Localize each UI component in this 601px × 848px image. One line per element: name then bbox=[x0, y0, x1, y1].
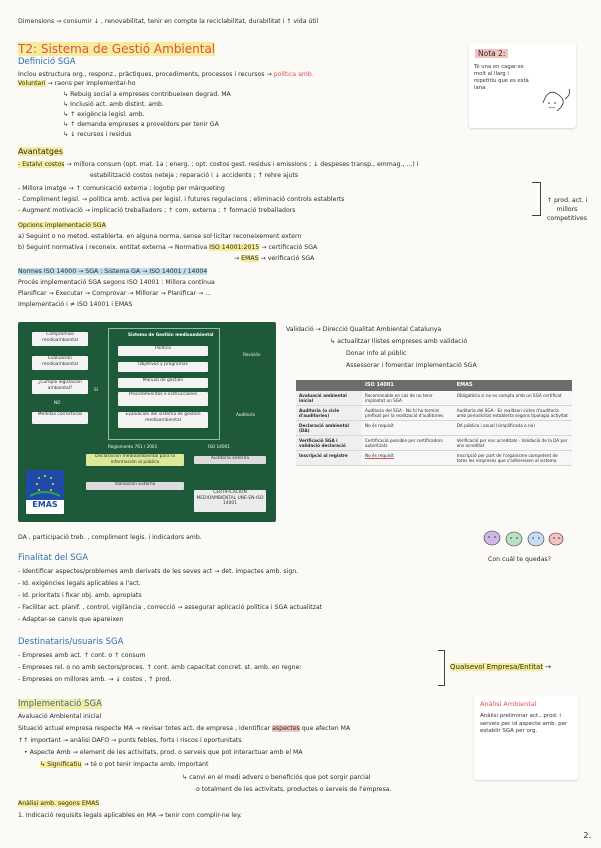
table-cell: No és requisit bbox=[362, 451, 454, 466]
significatiu-label: ↳ Significatiu bbox=[40, 761, 82, 768]
table-cell: Declaració ambiental (DA) bbox=[296, 421, 362, 436]
diagram-objetivos: Objetivos y programas bbox=[118, 362, 208, 372]
definicio-item: ↳ Rebuig social a empreses contribueixen degrad. MA bbox=[63, 91, 231, 98]
bracket bbox=[532, 182, 541, 216]
diagram-sgm-title: Sistema de Gestión medioambiental bbox=[128, 332, 214, 337]
implementacio-line-1 bbox=[18, 725, 350, 733]
doodle-icon bbox=[535, 73, 575, 123]
implementacio-line-6: o totalment de les activitats, productes o serveis de l'empresa. bbox=[196, 786, 392, 793]
definicio-item: ↳ Inclusió act. amb distint. amb. bbox=[63, 101, 164, 108]
table-row bbox=[296, 436, 572, 451]
table-cell: DA pública i anual (simplificada o no) bbox=[454, 421, 572, 436]
normes-line-4: Implementació i ≠ ISO 14001 i EMAS bbox=[18, 301, 133, 308]
estalvi-label: - Estalvi costos bbox=[18, 161, 65, 168]
finalitat-item: - Adaptar-se canvis que apareixen bbox=[18, 616, 124, 623]
normes-label: Normes bbox=[18, 268, 42, 275]
impl-text: Situació actual empresa respecte MA → revisar totes act. de empresa , identificar bbox=[18, 725, 271, 732]
table-row bbox=[296, 406, 572, 421]
doodle-characters-icon bbox=[480, 524, 570, 550]
definicio-item: ↳ ↓ recursos i residus bbox=[63, 131, 132, 138]
avantatges-title-text: Avantatges bbox=[18, 147, 64, 156]
implementacio-title bbox=[18, 699, 102, 709]
table-cell: Verificació SGA i validació declaració bbox=[296, 436, 362, 451]
destinataris-item: - Empreses on millores amb. → ↓ costos , ↑ prod. bbox=[18, 676, 172, 683]
diagram-auditoria: Auditoría bbox=[236, 412, 255, 417]
avantatges-line-1c: estabilització costos neteja ; reparació i ↓ accidents ; ↑ rehre ajuts bbox=[90, 172, 299, 179]
estalvi-text: → millora consum (opt. mat. 1a ; energ. ; opt. costos gest. residus i emissions ; ↓ despeses transp., emmag., ...) i bbox=[64, 161, 419, 168]
table-row bbox=[296, 391, 572, 406]
table-cell: Auditoria del SGA · No hi ha termini prefixat per la realització d'auditories bbox=[362, 406, 454, 421]
table-cell: Certificació possible per certificadors autoritzats bbox=[362, 436, 454, 451]
finalitat-item: - Identificar aspectes/problemes amb derivats de les seves act → det. impactes amb. sign. bbox=[18, 568, 299, 575]
destinataris-result-text: Qualsevol Empresa/Entitat bbox=[450, 663, 544, 671]
table-row bbox=[296, 421, 572, 436]
validacio-line-4: Assessorar i fomentar implementació SGA bbox=[346, 362, 477, 369]
definicio-line-1 bbox=[18, 71, 314, 79]
definicio-line-2 bbox=[18, 80, 135, 88]
analisi-subtitle bbox=[18, 800, 99, 808]
implementacio-line-5: ↳ canvi en el medi advers o beneficiós que pot sorgir parcial bbox=[182, 774, 371, 781]
avantatges-line-2: - Millora imatge → ↑ comunicació externa ; logotip per màrqueting bbox=[18, 185, 225, 192]
diagram-medidas: Medidas correctoras bbox=[32, 412, 88, 424]
diagram-cumple: ¿Cumple legislación ambiental? bbox=[32, 380, 88, 394]
table-cell: Inscripció per part de l'organisme competent de totes les empreses que s'adhereixen al sistema bbox=[454, 451, 572, 466]
diagram-no: NO bbox=[54, 400, 61, 405]
diagram-evaluacion-sist: Evaluación del sistema de gestión medioambiental bbox=[118, 412, 208, 428]
normes-line-1 bbox=[18, 268, 207, 276]
opcions-b1 bbox=[18, 244, 317, 252]
table-cell: Auditoria (o cicle d'auditories) bbox=[296, 406, 362, 421]
definicio-title: Definició SGA bbox=[18, 57, 76, 67]
table-header-cell bbox=[296, 380, 362, 391]
note-title: Nota 2: bbox=[475, 49, 508, 58]
note-card bbox=[469, 43, 576, 128]
diagram-politica: Política bbox=[118, 346, 208, 356]
finalitat-item: - Id. exigències legals aplicables a l'act. bbox=[18, 580, 141, 587]
definicio-highlight: política amb. bbox=[273, 71, 314, 78]
emas-logo-text: EMAS bbox=[32, 500, 58, 509]
diagram-evaluacion: Evaluación medioambiental bbox=[32, 356, 88, 370]
normes-text: ISO 14000 → SGA : Sistema GA → ISO 14001 / 14004 bbox=[41, 268, 208, 275]
bracket bbox=[438, 650, 445, 686]
diagram-manual: Manual de gestión bbox=[118, 378, 208, 388]
table-cell: Obligatòria si no es compta amb un SGA certificat bbox=[454, 391, 572, 406]
opcions-a: a) Seguint o no metod. establerta. en alguna norma, sense sol·licitar reconeixement extern bbox=[18, 233, 302, 240]
destinataris-title: Destinataris/usuaris SGA bbox=[18, 637, 124, 647]
table-cell: Verificació per ens acreditats · Validació de la DA per ens acreditat bbox=[454, 436, 572, 451]
analisi-subtitle-text: Anàlisi amb. segons EMAS bbox=[18, 800, 100, 807]
voluntari-label: Voluntari bbox=[18, 80, 46, 87]
normes-line-2: Procés implementació SGA segons ISO 14001 : Millora contínua bbox=[18, 279, 215, 286]
note-text: Té una en cagar-se molt al llarg i repetitiu que es està lana bbox=[474, 64, 529, 91]
definicio-item: ↳ ↑ exigència legisl. amb. bbox=[63, 111, 145, 118]
implementacio-title-text: Implementació SGA bbox=[18, 699, 102, 709]
destinataris-item: - Empreses amb act. ↑ cont. o ↑ consum bbox=[18, 652, 146, 659]
iso-label: ISO 14001:2015 bbox=[209, 244, 260, 251]
impl-text-end: que afecten MA bbox=[299, 725, 351, 732]
top-line: Dimensions → consumir ↓ , renovabilitat, tenir en compte la reciclabilitat, durabilitat i ↑ vida útil bbox=[18, 18, 319, 25]
table-header bbox=[296, 380, 572, 391]
validacio-line-1: Validació → Direcció Qualitat Ambiental Catalunya bbox=[286, 326, 442, 333]
table-row bbox=[296, 451, 572, 466]
opcions-b2 bbox=[234, 255, 314, 263]
diagram-aud-ext: Auditoría externa bbox=[194, 456, 266, 464]
finalitat-title: Finalitat del SGA bbox=[18, 553, 89, 563]
arrow-text: → bbox=[234, 255, 240, 262]
table-header-cell: ISO 14001 bbox=[362, 380, 454, 391]
implementacio-line-3: • Aspecte Amb → element de les activitats, prod. o serveis que pot interactuar amb el MA bbox=[24, 749, 303, 756]
diagram-validacion: Validación Externa bbox=[86, 482, 184, 490]
eu-stars-icon bbox=[26, 470, 64, 500]
sga-diagram bbox=[18, 322, 276, 522]
opcions-b-verif: → verificació SGA bbox=[258, 255, 315, 262]
table-cell: Auditoria del SGA · Es realitzen cicles d'auditoria amb periodicitat establerta segons tipologia activitat bbox=[454, 406, 572, 421]
avantatges-line-1 bbox=[18, 161, 418, 169]
validacio-line-2: ↳ actualitzar llistes empreses amb validació bbox=[330, 338, 468, 345]
diagram-reglamento: Reglamento 761 / 2001 bbox=[108, 444, 158, 449]
diagram-compromiso: Compromiso medioambiental bbox=[32, 332, 88, 346]
implementacio-subtitle: Avaluació Ambiental inicial bbox=[18, 713, 102, 720]
diagram-revision: Revisión bbox=[243, 352, 261, 357]
avantatges-line-4: - Augment motivació → implicació treballadors ; ↑ com. externa ; ↑ formació treballadors bbox=[18, 207, 296, 214]
diagram-si: SI bbox=[94, 387, 98, 392]
significatiu-text: → té o pot tenir impacte amb. important bbox=[81, 761, 209, 768]
diagram-declaracion: Declaración medioambiental para la información al público bbox=[86, 454, 184, 466]
side-note: ↑ prod. act. i millors competitives bbox=[546, 197, 588, 222]
analisi-card-text: Anàlisi preliminar act., prod. i serveis per id aspecte amb. per establir SGA per org. bbox=[480, 713, 568, 734]
page-number: 2. bbox=[583, 831, 591, 840]
voluntari-text: → raons per implementar-ho bbox=[45, 80, 136, 87]
finalitat-item: - Facilitar act. planif. , control, vigilància , correcció → assegurar aplicació política i SGA actualitzat bbox=[18, 604, 323, 611]
analisi-card bbox=[474, 695, 578, 780]
table-cell: No és requisit bbox=[362, 421, 454, 436]
diagram-certificacion: CERTIFICACIÓN MEDIOAMBIENTAL UNE-EN-ISO 14001 bbox=[194, 490, 266, 512]
question-text: Con cuál te quedas? bbox=[488, 556, 551, 563]
finalitat-item: - Id. prioritats i fixar obj. amb. apropiats bbox=[18, 592, 142, 599]
diagram-iso: ISO 14001 bbox=[208, 444, 230, 449]
opcions-title-text: Opcions implementació SGA bbox=[18, 222, 106, 229]
section-title bbox=[18, 42, 215, 56]
analisi-card-title: Anàlisi Ambiental bbox=[480, 700, 537, 708]
implementacio-line-2: ↑↑ important → anàlisi DAFO → punts febles, forts i riscos i oportunitats bbox=[18, 737, 242, 744]
analisi-line-1: 1. Indicació requisits legals aplicables en MA → tenir com complir-ne ley. bbox=[18, 812, 242, 819]
emas-label: EMAS bbox=[241, 255, 259, 262]
table-cell: Avaluació ambiental inicial bbox=[296, 391, 362, 406]
aspectes-label: aspectes bbox=[272, 725, 300, 732]
section-title-text: T2: Sistema de Gestió Ambiental bbox=[18, 42, 216, 56]
da-line: DA , participació treb. , compliment legis. i indicadors amb. bbox=[18, 534, 202, 541]
emas-logo bbox=[26, 470, 64, 514]
table-cell: Inscripció al registre bbox=[296, 451, 362, 466]
definicio-text: Inclou estructura org., responz., pràctiques, procediments, processos i recursos → bbox=[18, 71, 272, 78]
normes-line-3: Planificar → Executar → Comprovar → Millorar → Planificar → ... bbox=[18, 290, 212, 297]
avantatges-title bbox=[18, 147, 63, 156]
opcions-b-text: b) Seguint normativa i reconeix. entitat externa → Normativa bbox=[18, 244, 208, 251]
destinataris-item: - Empreses rel. o no amb sectors/proces. ↑ cont. amb capacitat concret. st. amb. en regne: bbox=[18, 664, 302, 671]
definicio-item: ↳ ↑ demanda empreses a proveïdors per tenir GA bbox=[63, 121, 219, 128]
opcions-b-cert: → certificació SGA bbox=[259, 244, 318, 251]
implementacio-line-4 bbox=[40, 761, 208, 769]
avantatges-line-3: - Compliment legisl. → política amb. activa per legisl. i futures regulacions ; eliminació controls establerts bbox=[18, 196, 345, 203]
validacio-line-3: Donar info al públic bbox=[346, 350, 407, 357]
comparison-table bbox=[296, 380, 572, 466]
diagram-procedimientos: Procedimientos e instrucciones bbox=[118, 392, 208, 406]
table-header-cell: EMAS bbox=[454, 380, 572, 391]
destinataris-result: Qualsevol Empresa/Entitat → bbox=[450, 663, 552, 671]
opcions-title bbox=[18, 222, 106, 230]
table-cell: Recomanable en cas de no tenir implantat un SGA bbox=[362, 391, 454, 406]
